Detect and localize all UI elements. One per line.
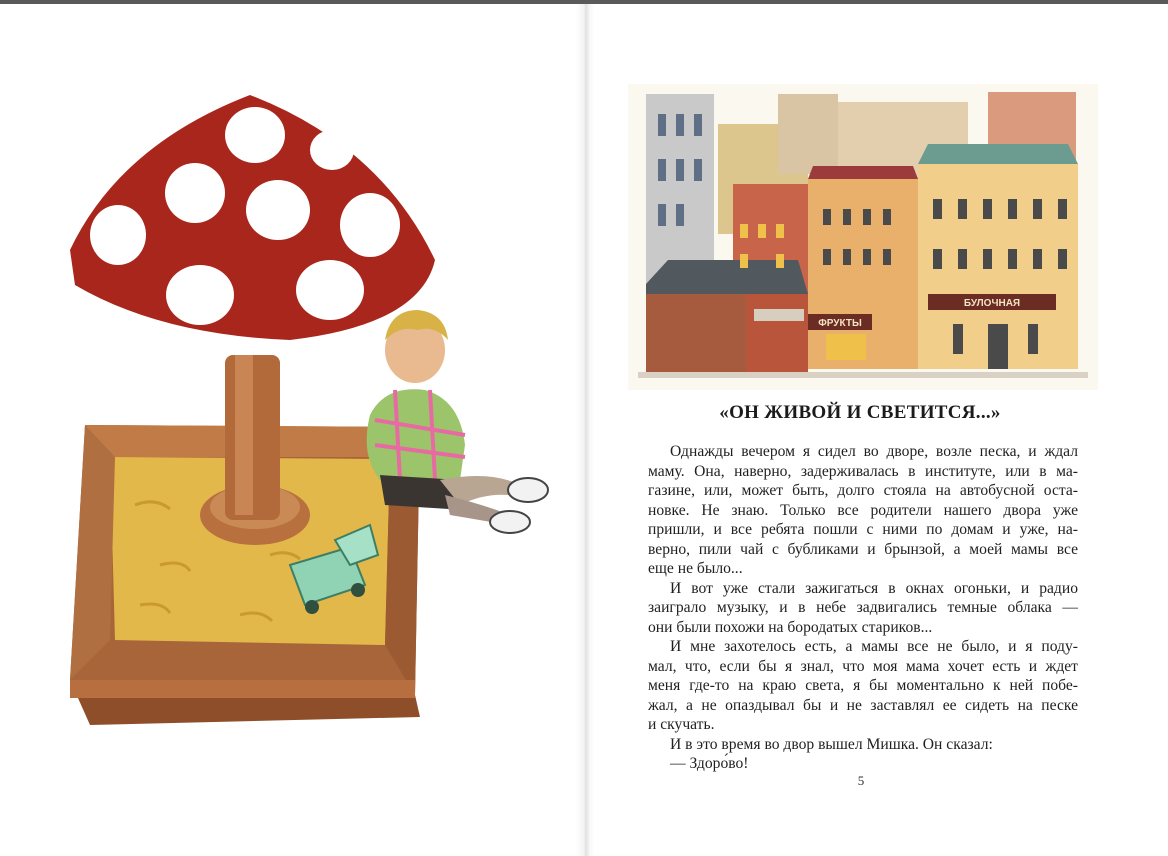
text-line: заиграло музыку, и в небе задвигались темные облака — [648, 599, 1078, 616]
fruits-sign: ФРУКТЫ [818, 318, 862, 329]
chapter-title: «ОН ЖИВОЙ И СВЕТИТСЯ...» [719, 402, 1001, 423]
text-line: газине, или, может быть, долго стояла на автобусной оста- [648, 482, 1078, 499]
mushroom-cap [70, 95, 435, 340]
text-line: новке. Не знаю. Только все родители нашего двора уже [648, 501, 1078, 519]
text-line: мал, что, если бы я знал, что моя мама хочет есть и ждет [648, 657, 1078, 675]
text-line: еще не было... [648, 560, 743, 577]
bakery-sign: БУЛОЧНАЯ [963, 298, 1021, 309]
text-line: — Здоро́во! [670, 755, 749, 772]
text-line: верно, пили чай с бубликами и брынзой, а моей мамы все [648, 540, 1078, 558]
text-line: и скучать. [648, 716, 715, 733]
text-line: меня где-то на краю света, я бы моментально к ней побе- [648, 677, 1078, 694]
text-line: маму. Она, наверно, задерживалась в институте, или в ма- [648, 462, 1078, 480]
text-line: пришли, и все ребята пошли с ними по домам и уже, на- [648, 521, 1078, 538]
text-line: И в это время во двор вышел Мишка. Он сказал: [670, 735, 993, 753]
sandbox-illustration [40, 85, 570, 735]
boy-figure [367, 310, 548, 533]
text-line: И вот уже стали зажигаться в окнах огоньки, и радио [670, 579, 1078, 597]
city-street-illustration [628, 84, 1098, 390]
text-line: Однажды вечером я сидел во дворе, возле песка, и ждал [670, 443, 1078, 460]
page-number: 5 [857, 773, 865, 788]
text-line: жал, а не опаздывал бы и не заставлял ее сидеть на песке [648, 696, 1078, 714]
book-gutter [576, 4, 594, 856]
text-line: И мне захотелось есть, а мамы все не было, и я поду- [670, 638, 1078, 655]
story-text [648, 442, 1078, 774]
text-line: они были похожи на бородатых стариков... [648, 618, 933, 636]
